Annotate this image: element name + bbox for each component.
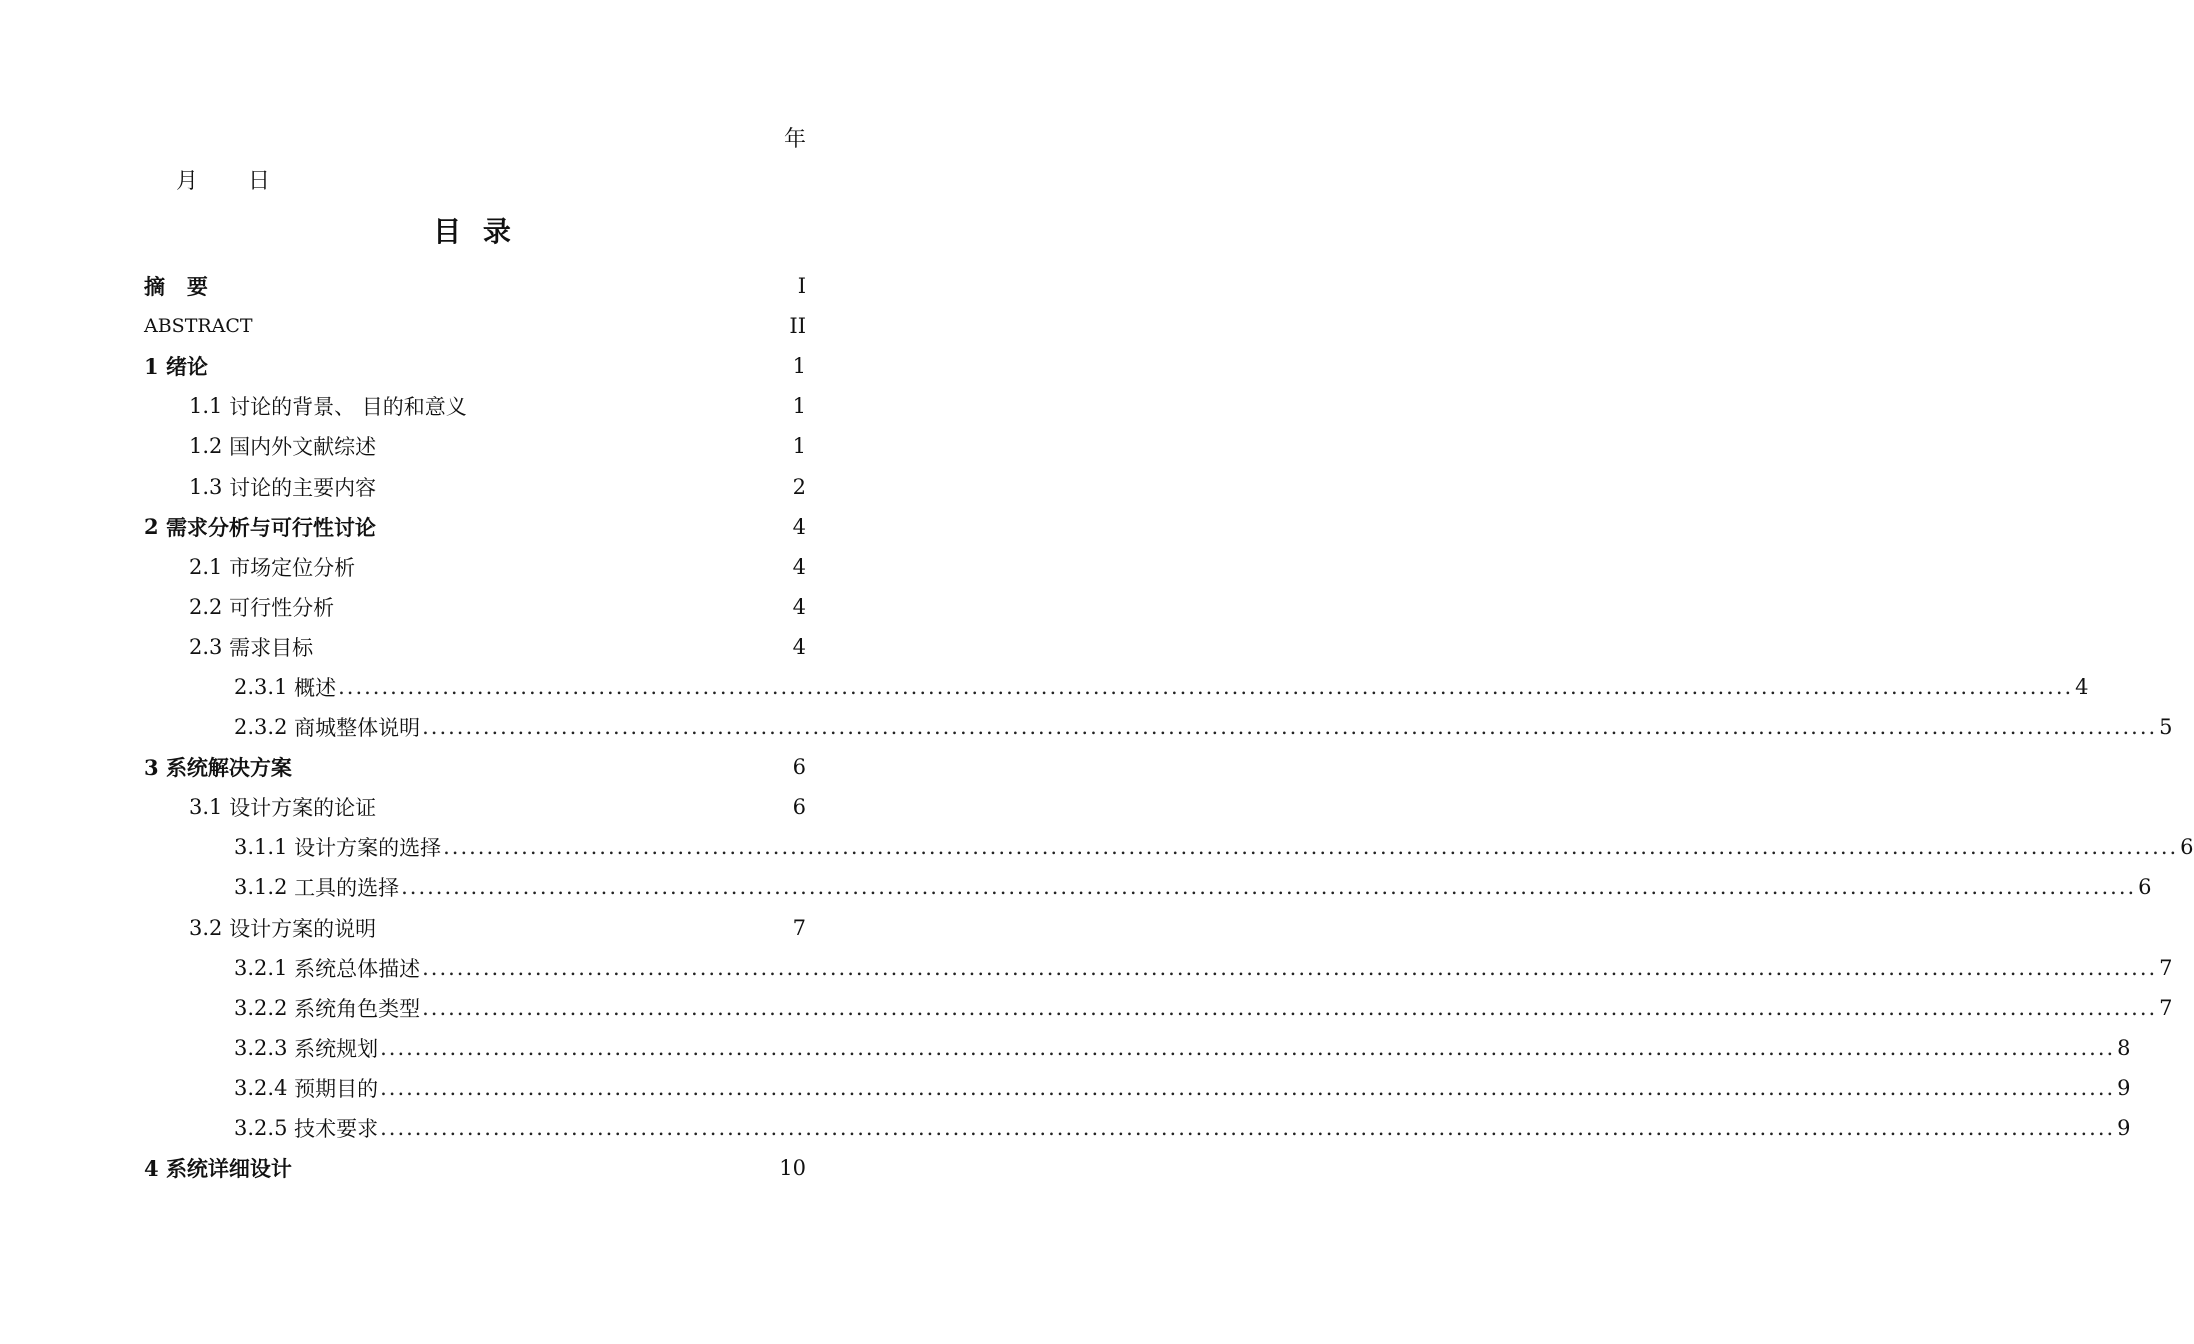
toc-entry-page: 6: [792, 755, 806, 780]
toc-entry[interactable]: [144, 306, 806, 346]
date-month: 月: [176, 169, 199, 194]
toc-entry-title: 国内外文献综述: [229, 435, 377, 460]
toc-entry-page: 7: [2159, 955, 2173, 980]
toc-entry-page: 4: [792, 594, 806, 619]
toc-entry-title: 技术要求: [294, 1117, 379, 1142]
toc-leader-dots: ........................................................................................................................................................................................................: [338, 674, 2074, 699]
toc-leader-dots: ........................................................................................................................................................................................................: [401, 875, 2137, 900]
date-year: 年: [783, 127, 806, 152]
toc-entry-number: 2.1: [189, 554, 230, 579]
toc-entry-title: 系统详细设计: [165, 1157, 292, 1182]
toc-entry[interactable]: [144, 867, 2152, 907]
toc-entry-title: 需求目标: [229, 635, 314, 660]
toc-entry-title: 市场定位分析: [229, 555, 356, 580]
toc-entry-title: 可行性分析: [229, 595, 335, 620]
toc-entry-title: 讨论的主要内容: [229, 475, 377, 500]
toc-entry-number: 2.3.2: [234, 715, 295, 740]
date-day: 日: [248, 169, 271, 194]
toc-leader-dots: ........................................................................................................................................................................................................: [443, 835, 2179, 860]
toc-entry-title: 设计方案的选择: [294, 836, 442, 861]
toc-entry-number: 2.3: [189, 634, 230, 659]
toc-entry[interactable]: [144, 1028, 2131, 1068]
toc-entry[interactable]: [144, 747, 806, 787]
toc-entry[interactable]: [144, 346, 806, 386]
toc-entry[interactable]: [144, 787, 806, 827]
toc-entry-title: 需求分析与可行性讨论: [165, 515, 376, 540]
toc-entry-page: 7: [792, 915, 806, 940]
toc-entry-title: 系统规划: [294, 1036, 379, 1061]
toc-leader-dots: ........................................................................................................................................................................................................: [380, 1116, 2116, 1141]
toc-entry[interactable]: [144, 386, 806, 426]
toc-entry-page: 7: [2159, 995, 2173, 1020]
toc-entry-number: 2: [144, 514, 166, 540]
toc-leader-dots: ........................................................................................................................................................................................................: [422, 715, 2158, 740]
toc-entry-number: 3.2: [189, 915, 230, 940]
toc-entry-number: 2.3.1: [234, 674, 295, 699]
toc-entry-number: 4: [144, 1155, 166, 1181]
toc-entry-number: 3.2.3: [234, 1035, 295, 1060]
toc-entry-title: ABSTRACT: [144, 315, 253, 338]
toc-entry[interactable]: [144, 827, 2194, 867]
toc-title: 目 录: [433, 215, 517, 248]
toc-entry[interactable]: [144, 547, 806, 587]
toc-entry-title: 工具的选择: [294, 876, 400, 901]
toc-entry-title: 预期目的: [294, 1076, 379, 1101]
toc-entry-title: 绪论: [165, 355, 208, 380]
toc-leader-dots: ........................................................................................................................................................................................................: [380, 1075, 2116, 1100]
toc-entry-title: 概述: [294, 675, 337, 700]
toc-entry-title: 设计方案的说明: [229, 916, 377, 941]
toc-entry[interactable]: [144, 507, 806, 547]
toc-entry-number: 3.1.2: [234, 875, 295, 900]
toc-entry-page: 9: [2117, 1116, 2131, 1141]
toc-entry-number: 3: [144, 754, 166, 780]
toc-entry-page: 6: [792, 795, 806, 820]
toc-entry-number: 1.2: [189, 434, 230, 459]
toc-entry[interactable]: [144, 426, 806, 466]
toc-entry-page: 8: [2117, 1035, 2131, 1060]
toc-entry-page: 9: [2117, 1075, 2131, 1100]
toc-entry-page: 10: [779, 1156, 806, 1181]
toc-entry-page: 1: [792, 394, 806, 419]
toc-entry-number: 3.2.1: [234, 955, 295, 980]
toc-entry-number: 3.2.5: [234, 1116, 295, 1141]
toc-leader-dots: ........................................................................................................................................................................................................: [422, 995, 2158, 1020]
toc-entry-page: 6: [2180, 835, 2194, 860]
toc-entry-title: 系统总体描述: [294, 956, 421, 981]
toc-entry-page: 4: [792, 634, 806, 659]
toc-entry-title: 设计方案的论证: [229, 796, 377, 821]
toc-entry[interactable]: [144, 707, 2173, 747]
toc-entry[interactable]: [144, 988, 2173, 1028]
toc-entry[interactable]: [144, 1148, 806, 1188]
toc-entry-page: 4: [792, 514, 806, 539]
toc-entry[interactable]: [144, 466, 806, 506]
toc-entry-title: 系统解决方案: [165, 756, 292, 781]
toc-entry[interactable]: [144, 908, 806, 948]
toc-entry[interactable]: [144, 1108, 2131, 1148]
toc-entry[interactable]: [144, 1068, 2131, 1108]
toc-entry-page: II: [789, 314, 806, 339]
toc-entry-number: 3.1.1: [234, 835, 295, 860]
toc-entry-page: 1: [792, 354, 806, 379]
table-of-contents: [144, 266, 2194, 1188]
toc-entry-page: 6: [2138, 875, 2152, 900]
toc-entry-title: 商城整体说明: [294, 716, 421, 741]
toc-entry-number: 3.2.4: [234, 1075, 295, 1100]
toc-entry-title: 摘 要: [144, 275, 208, 300]
toc-entry-title: 讨论的背景、 目的和意义: [229, 395, 467, 420]
toc-entry[interactable]: [144, 667, 2089, 707]
toc-entry[interactable]: [144, 266, 806, 306]
toc-entry-number: 3.1: [189, 795, 230, 820]
toc-entry[interactable]: [144, 948, 2173, 988]
toc-entry-page: 2: [792, 474, 806, 499]
toc-leader-dots: ........................................................................................................................................................................................................: [422, 955, 2158, 980]
toc-entry-number: 2.2: [189, 594, 230, 619]
toc-entry-title: 系统角色类型: [294, 996, 421, 1021]
toc-entry-number: 1.3: [189, 474, 230, 499]
toc-entry[interactable]: [144, 627, 806, 667]
toc-entry-page: 4: [2075, 674, 2089, 699]
toc-entry-page: 5: [2159, 715, 2173, 740]
toc-entry-page: 4: [792, 554, 806, 579]
toc-entry-number: 3.2.2: [234, 995, 295, 1020]
toc-leader-dots: ........................................................................................................................................................................................................: [380, 1035, 2116, 1060]
toc-entry-page: 1: [792, 434, 806, 459]
toc-entry-number: 1.1: [189, 394, 230, 419]
toc-entry-page: I: [797, 274, 806, 299]
toc-entry-number: 1: [144, 353, 166, 379]
toc-entry[interactable]: [144, 587, 806, 627]
